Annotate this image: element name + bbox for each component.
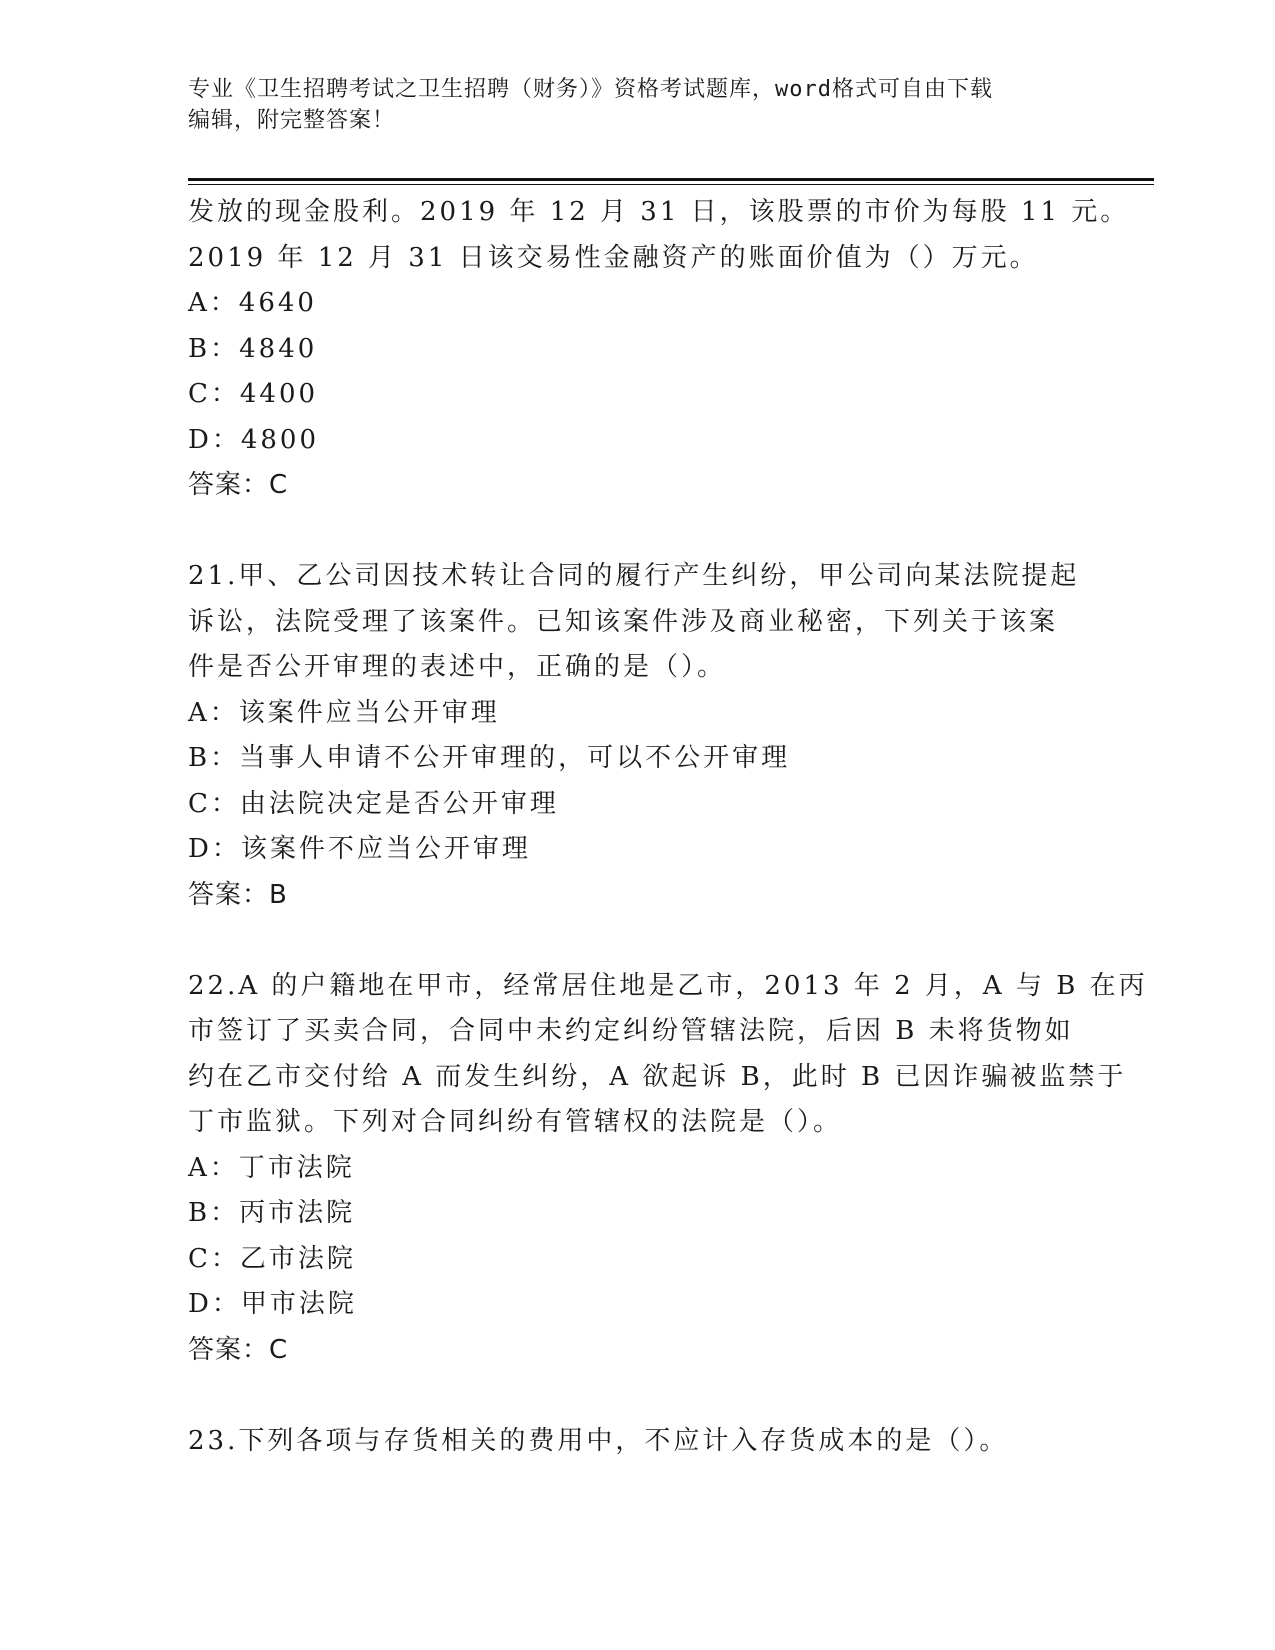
answer-line: 答案：B — [188, 879, 288, 910]
question-23 — [188, 1419, 1088, 1465]
question-text-line: 22.A 的户籍地在甲市，经常居住地是乙市，2013 年 2 月，A 与 B 在丙 — [188, 970, 1148, 1001]
option-a: A：4640 — [188, 288, 317, 318]
header-rule-thin — [188, 184, 1154, 185]
question-22 — [188, 964, 1148, 1374]
question-text-line: 丁市监狱。下列对合同纠纷有管辖权的法院是（）。 — [188, 1107, 843, 1137]
option-b: B：丙市法院 — [188, 1198, 356, 1228]
option-b: B：当事人申请不公开审理的，可以不公开审理 — [188, 743, 791, 773]
option-a: A：丁市法院 — [188, 1152, 355, 1183]
question-text-line: 约在乙市交付给 A 而发生纠纷，A 欲起诉 B，此时 B 已因诈骗被监禁于 — [188, 1061, 1127, 1092]
question-20 — [188, 190, 1130, 509]
option-c: C：乙市法院 — [188, 1243, 356, 1274]
question-text-line: 件是否公开审理的表述中，正确的是（）。 — [188, 652, 727, 682]
header-rule-thick — [188, 178, 1154, 181]
option-c: C：由法院决定是否公开审理 — [188, 788, 559, 819]
answer-line: 答案：C — [188, 470, 289, 500]
spacer — [188, 918, 1088, 964]
question-21 — [188, 554, 1088, 918]
question-content — [188, 190, 1148, 1464]
spacer — [188, 509, 1088, 555]
option-c: C：4400 — [188, 379, 319, 409]
option-d: D：该案件不应当公开审理 — [188, 834, 531, 864]
header-line-1: 专业《卫生招聘考试之卫生招聘（财务）》资格考试题库，word格式可自由下载 — [188, 77, 993, 102]
option-d: D：4800 — [188, 424, 320, 455]
spacer — [188, 1373, 1088, 1419]
answer-line: 答案：C — [188, 1334, 289, 1365]
question-text-line: 23.下列各项与存货相关的费用中，不应计入存货成本的是（）。 — [188, 1425, 1009, 1456]
question-text-line: 2019 年 12 月 31 日该交易性金融资产的账面价值为（）万元。 — [188, 242, 1039, 273]
page-header — [188, 74, 1088, 136]
option-a: A：该案件应当公开审理 — [188, 697, 500, 728]
option-b: B：4840 — [188, 333, 318, 364]
question-text-line: 市签订了买卖合同，合同中未约定纠纷管辖法院，后因 B 未将货物如 — [188, 1016, 1074, 1046]
question-text-line: 21.甲、乙公司因技术转让合同的履行产生纠纷，甲公司向某法院提起 — [188, 561, 1080, 591]
question-text-line: 诉讼，法院受理了该案件。已知该案件涉及商业秘密，下列关于该案 — [188, 606, 1059, 637]
header-line-2: 编辑，附完整答案！ — [188, 108, 396, 133]
question-text-line: 发放的现金股利。2019 年 12 月 31 日，该股票的市价为每股 11 元。 — [188, 197, 1130, 227]
option-d: D：甲市法院 — [188, 1289, 357, 1319]
